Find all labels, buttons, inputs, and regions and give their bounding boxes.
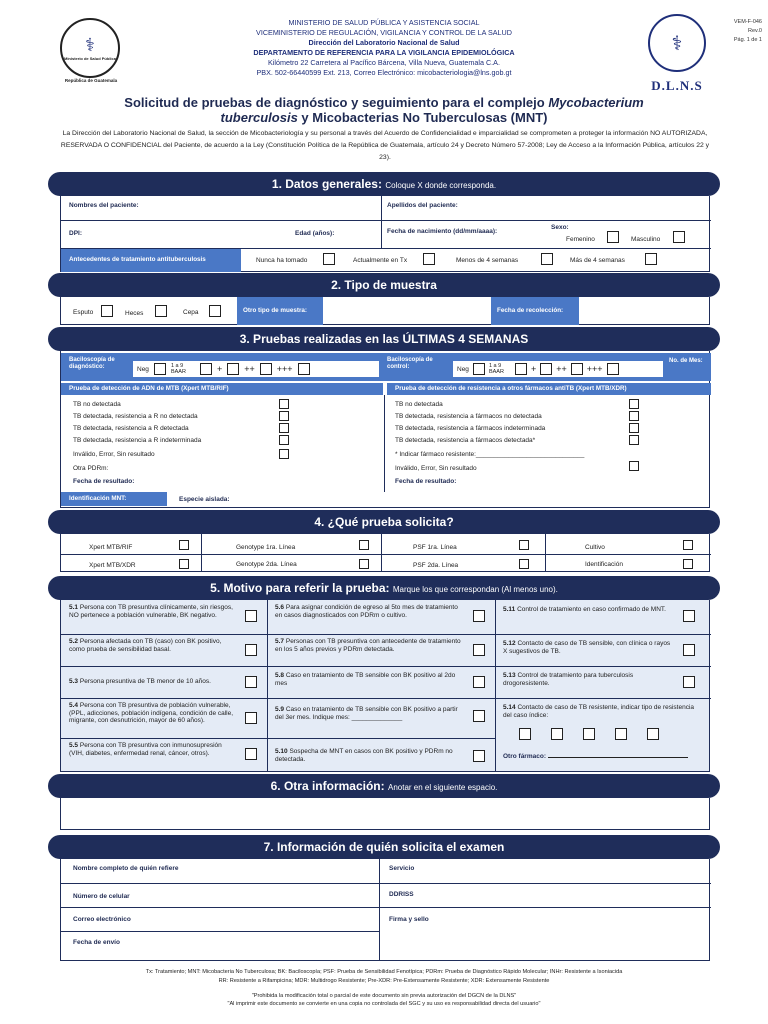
reason-text: Persona presuntiva de TB menor de 10 años. xyxy=(79,678,211,685)
adn-header: Prueba de detección de ADN de MTB (Xpert MTB/RIF) xyxy=(61,383,383,395)
header-line-4: DEPARTAMENTO DE REFERENCIA PARA LA VIGILANCIA EPIDEMIOLÓGICA xyxy=(253,48,515,57)
res-type-checkbox[interactable] xyxy=(551,728,563,740)
identification-label: Identificación xyxy=(585,561,623,568)
section-6-header xyxy=(48,774,720,798)
adn-result-date: Fecha de resultado: xyxy=(73,478,135,485)
xpert-rif-checkbox[interactable] xyxy=(179,540,189,550)
adn-item: TB no detectada xyxy=(73,401,121,408)
section-4-body xyxy=(60,534,710,572)
reason-5-14 xyxy=(503,704,698,719)
resistance-list xyxy=(395,399,584,488)
section-2-header: 2. Tipo de muestra xyxy=(48,273,720,297)
more4-label: Más de 4 semanas xyxy=(570,257,625,264)
genotype-2-label: Genotype 2da. Línea xyxy=(236,561,297,568)
caduceus-icon: ⚕ xyxy=(85,35,95,55)
res-checkbox[interactable] xyxy=(629,435,639,445)
adn-list xyxy=(73,399,201,488)
collection-date-input[interactable] xyxy=(579,301,707,321)
res-type-checkbox[interactable] xyxy=(519,728,531,740)
adn-checkbox[interactable] xyxy=(279,435,289,445)
section-7-body xyxy=(60,859,710,961)
seal-text: Ministerio de Salud Pública xyxy=(63,56,116,61)
reason-text: Persona con TB presuntiva con inmunosupresión (VIH, diabetes, enfermedad renal, cáncer, otros). xyxy=(69,742,222,757)
reason-5-2-checkbox[interactable] xyxy=(245,644,257,656)
res-item: TB no detectada xyxy=(395,401,443,408)
male-label: Masculino xyxy=(631,236,661,243)
never-checkbox[interactable] xyxy=(323,253,335,265)
patient-names-field[interactable]: Nombres del paciente: xyxy=(69,202,139,209)
reason-number: 5.6 xyxy=(275,604,285,611)
res-type-checkbox[interactable] xyxy=(647,728,659,740)
res-type-checkbox[interactable] xyxy=(615,728,627,740)
treatment-history-label: Antecedentes de tratamiento antituberculosis xyxy=(61,248,241,272)
abbreviations xyxy=(40,968,728,986)
ctrl-1to9-checkbox[interactable] xyxy=(515,363,527,375)
feces-checkbox[interactable] xyxy=(155,305,167,317)
header-line-3: Dirección del Laboratorio Nacional de Salud xyxy=(308,38,460,47)
reason-text: Caso en tratamiento de TB sensible con BK positivo a partir del 3er mes. Indique mes: ______________ xyxy=(275,706,458,721)
reason-5-12 xyxy=(503,640,675,655)
adn-checkbox[interactable] xyxy=(279,449,289,459)
doc-code: VEM-F-046 xyxy=(733,19,762,25)
smear-ctrl-label: Baciloscopía de control: xyxy=(387,357,433,370)
section-1-body xyxy=(60,196,710,272)
reason-5-6 xyxy=(275,604,465,619)
current-tx-label: Actualmente en Tx xyxy=(353,257,408,264)
res-checkbox[interactable] xyxy=(629,461,639,471)
genotype-2-checkbox[interactable] xyxy=(359,559,369,569)
res-item: TB detectada, resistencia a fármacos indeterminada xyxy=(395,425,546,432)
current-tx-checkbox[interactable] xyxy=(423,253,435,265)
ctrl-plus3-checkbox[interactable] xyxy=(607,363,619,375)
adn-item: TB detectada, resistencia a R detectada xyxy=(73,425,189,432)
plus2-label: ++ xyxy=(244,364,255,374)
reason-number: 5.14 xyxy=(503,704,516,711)
reason-5-4-checkbox[interactable] xyxy=(245,712,257,724)
confidentiality-notice: La Dirección del Laboratorio Nacional de Salud, la sección de Micobacteriología y su personal a través del Acuerdo de Confidencialidad e imparcialidad se comprometen a proteger la información NO AUTORIZADA, RESERVADA O CONFIDENCIAL del Paciente, de acuerdo a la Ley (Constitución Política de la República de Guatemala, artículo 24 y Decreto Número 57-2008; Ley de Acceso a la Información Pública, artículos 22 y 23). xyxy=(60,130,710,161)
service-field[interactable]: Servicio xyxy=(389,865,415,872)
reason-text: Persona con TB presuntiva clínicamente, sin riesgos, NO pertenece a población vulnerable, BK negativo. xyxy=(69,604,233,619)
reason-5-11 xyxy=(503,606,673,614)
reason-5-3-checkbox[interactable] xyxy=(245,676,257,688)
reason-5-8 xyxy=(275,672,465,687)
title-italic-2: tuberculosis xyxy=(220,110,298,125)
ctrl-neg-checkbox[interactable] xyxy=(473,363,485,375)
reason-number: 5.2 xyxy=(69,638,79,645)
psf-1-checkbox[interactable] xyxy=(519,540,529,550)
mnt-id-label: Identificación MNT: xyxy=(61,492,167,506)
section-5-body xyxy=(60,600,710,772)
feces-label: Heces xyxy=(125,310,144,317)
res-type-checkbox[interactable] xyxy=(583,728,595,740)
sputum-label: Esputo xyxy=(73,309,94,316)
other-sample-input[interactable] xyxy=(323,301,491,321)
reason-text: Control de tratamiento para tuberculosis drogoresistente. xyxy=(503,672,634,687)
never-label: Nunca ha tomado xyxy=(256,257,308,264)
res-checkboxes xyxy=(629,399,639,471)
reason-number: 5.4 xyxy=(69,702,79,709)
title-italic: Mycobacterium xyxy=(548,95,644,110)
reason-5-11-checkbox[interactable] xyxy=(683,610,695,622)
section-4-header: 4. ¿Qué prueba solicita? xyxy=(48,510,720,534)
page-title xyxy=(100,95,668,125)
female-label: Femenino xyxy=(566,236,595,243)
other-sample-label: Otro tipo de muestra: xyxy=(237,297,323,325)
xpert-rif-label: Xpert MTB/RIF xyxy=(89,544,133,551)
header-line-2: VICEMINISTERIO DE REGULACIÓN, VIGILANCIA Y CONTROL DE LA SALUD xyxy=(256,28,512,37)
reason-number: 5.10 xyxy=(275,748,288,755)
reason-text: Sospecha de MNT en casos con BK positivo y PDRm no detectada. xyxy=(275,748,453,763)
reason-5-9 xyxy=(275,706,465,721)
birthdate-field[interactable]: Fecha de nacimiento (dd/mm/aaaa): xyxy=(387,228,498,235)
reason-5-8-checkbox[interactable] xyxy=(473,676,485,688)
plus3-label: +++ xyxy=(276,364,293,374)
other-info-textarea[interactable] xyxy=(60,798,710,830)
reason-5-2 xyxy=(69,638,234,653)
patient-surnames-field[interactable]: Apellidos del paciente: xyxy=(387,202,458,209)
doc-code-block xyxy=(712,18,762,45)
header-line-5: Kilómetro 22 Carretera al Pacífico Bárcena, Villa Nueva, Guatemala C.A. xyxy=(268,58,500,67)
reason-5-9-checkbox[interactable] xyxy=(473,710,485,722)
sex-label: Sexo: xyxy=(551,224,569,231)
adn-item: TB detectada, resistencia a R indeterminada xyxy=(73,437,202,444)
dlns-logo-text: D.L.N.S xyxy=(651,78,703,93)
section-7-header: 7. Información de quién solicita el examen xyxy=(48,835,720,859)
plus1-label: + xyxy=(530,364,537,374)
send-date-field[interactable]: Fecha de envío xyxy=(73,939,120,946)
culture-label: Cultivo xyxy=(585,544,605,551)
reason-number: 5.3 xyxy=(69,678,79,685)
reason-5-5-checkbox[interactable] xyxy=(245,748,257,760)
reason-text: Contacto de caso de TB resistente, indicar tipo de resistencia del caso índice: xyxy=(503,704,695,719)
title-part: Solicitud de pruebas de diagnóstico y seguimiento para el complejo xyxy=(124,95,549,110)
reason-text: Persona con TB presuntiva de población vulnerable, (PPL, adicciones, población indígena, condición de calle, migrante, con desnutrición, mayor de 60 años). xyxy=(69,702,234,724)
dx-plus2-checkbox[interactable] xyxy=(260,363,272,375)
adn-checkbox[interactable] xyxy=(279,399,289,409)
reason-number: 5.5 xyxy=(69,742,79,749)
xpert-xdr-label: Xpert MTB/XDR xyxy=(89,562,136,569)
res-item: Inválido, Error, Sin resultado xyxy=(395,465,477,472)
footer-note-2: "Al imprimir este documento se convierte en una copia no controlada del SGC y su uso es responsabilidad directa del usuario" xyxy=(227,1001,541,1007)
age-field[interactable]: Edad (años): xyxy=(295,230,335,237)
smear-dx-options xyxy=(133,361,379,377)
section-title: 5. Motivo para referir la prueba: xyxy=(210,581,390,595)
reason-number: 5.12 xyxy=(503,640,516,647)
culture-checkbox[interactable] xyxy=(683,540,693,550)
reason-5-13-checkbox[interactable] xyxy=(683,676,695,688)
abbreviations-line-1: Tx: Tratamiento; MNT: Micobacteria No Tuberculosa; BK: Baciloscopía; PSF: Prueba de Sensibilidad Fenotípica; PDRm: Prueba de Diagnóstico Rápido Molecular; INHr: Resistente a Isoniacida xyxy=(145,969,623,975)
reason-text: Personas con TB presuntiva con antecedente de tratamiento en los 5 años previos y PDRm detectada. xyxy=(275,638,461,653)
identification-checkbox[interactable] xyxy=(683,559,693,569)
dpi-field[interactable]: DPI: xyxy=(69,230,82,237)
more4-checkbox[interactable] xyxy=(645,253,657,265)
collection-date-label: Fecha de recolección: xyxy=(491,297,579,325)
footer-notes xyxy=(40,992,728,1008)
dx-plus1-checkbox[interactable] xyxy=(227,363,239,375)
section-3-header: 3. Pruebas realizadas en las ÚLTIMAS 4 SEMANAS xyxy=(48,327,720,351)
section-note: Marque los que correspondan (Al menos uno). xyxy=(392,585,558,594)
reason-number: 5.7 xyxy=(275,638,285,645)
res-item: TB detectada, resistencia a fármacos no detectada xyxy=(395,413,542,420)
strain-checkbox[interactable] xyxy=(209,305,221,317)
ddriss-field[interactable]: DDRISS xyxy=(389,891,414,898)
resistance-type-checkboxes xyxy=(519,728,659,740)
male-checkbox[interactable] xyxy=(673,231,685,243)
reason-5-7-checkbox[interactable] xyxy=(473,644,485,656)
section-note: Anotar en el siguiente espacio. xyxy=(387,783,498,792)
reason-number: 5.13 xyxy=(503,672,516,679)
plus1-label: + xyxy=(216,364,223,374)
reason-5-7 xyxy=(275,638,465,653)
seal-subtext: República de Guatemala xyxy=(64,78,118,83)
neg-label: Neg xyxy=(137,365,149,373)
abbreviations-line-2: RR: Resistente a Rifampicina; MDR: Multidrogo Resistente; Pre-XDR: Pre-Extensamente Resistente; XDR: Extensamente Resistente xyxy=(218,978,550,984)
adn-checkboxes xyxy=(279,399,289,459)
reason-5-10 xyxy=(275,748,470,763)
ctrl-plus2-checkbox[interactable] xyxy=(571,363,583,375)
reason-number: 5.8 xyxy=(275,672,285,679)
section-note: Coloque X donde corresponda. xyxy=(385,181,497,190)
reason-number: 5.11 xyxy=(503,606,516,613)
mobile-field[interactable]: Número de celular xyxy=(73,893,130,900)
section-2-body xyxy=(60,297,710,325)
reason-5-1 xyxy=(69,604,234,619)
footer-note-1: "Prohibida la modificación total o parcial de este documento sin previa autorización del DGCN de la DLNS" xyxy=(251,993,517,999)
caduceus-icon: ⚕ xyxy=(671,32,683,55)
section-1-header xyxy=(48,172,720,196)
res-checkbox[interactable] xyxy=(629,423,639,433)
signature-field[interactable]: Firma y sello xyxy=(389,916,429,923)
dx-neg-checkbox[interactable] xyxy=(154,363,166,375)
referrer-name-field[interactable]: Nombre completo de quién refiere xyxy=(73,865,179,872)
xpert-xdr-checkbox[interactable] xyxy=(179,559,189,569)
reason-number: 5.1 xyxy=(69,604,79,611)
reason-5-1-checkbox[interactable] xyxy=(245,610,257,622)
reason-5-12-checkbox[interactable] xyxy=(683,644,695,656)
dlns-seal-logo xyxy=(648,14,706,72)
reason-text: Contacto de caso de TB sensible, con clínica o rayos X sugestivos de TB. xyxy=(503,640,671,655)
psf-2-checkbox[interactable] xyxy=(519,559,529,569)
reason-text: Para asignar condición de egreso al 5to mes de tratamiento en casos diagnosticados con PDRm o cultivo. xyxy=(275,604,458,619)
email-field[interactable]: Correo electrónico xyxy=(73,916,131,923)
reason-number: 5.9 xyxy=(275,706,285,713)
other-drug-label: Otro fármaco: xyxy=(503,753,546,760)
reason-5-6-checkbox[interactable] xyxy=(473,610,485,622)
psf-2-label: PSF 2da. Línea xyxy=(413,562,459,569)
adn-item: Inválido, Error, Sin resultado xyxy=(73,451,155,458)
section-title: 6. Otra información: xyxy=(270,779,385,793)
month-label: No. de Mes: xyxy=(669,358,703,364)
dx-1to9-checkbox[interactable] xyxy=(200,363,212,375)
smear-dx-label: Baciloscopía de diagnóstico: xyxy=(69,357,115,370)
adn-checkbox[interactable] xyxy=(279,423,289,433)
doc-rev: Rev.0 xyxy=(748,28,762,34)
plus3-label: +++ xyxy=(586,364,603,374)
res-checkbox[interactable] xyxy=(629,399,639,409)
res-checkbox[interactable] xyxy=(629,411,639,421)
section-title: 1. Datos generales: xyxy=(271,177,382,191)
dx-plus3-checkbox[interactable] xyxy=(298,363,310,375)
reason-5-5 xyxy=(69,742,234,757)
adn-item: TB detectada, resistencia a R no detectada xyxy=(73,413,198,420)
reason-5-3 xyxy=(69,678,244,685)
less4-label: Menos de 4 semanas xyxy=(456,257,519,264)
1to9-label: 1 a 9 BAAR xyxy=(170,363,186,375)
species-field[interactable]: Especie aislada: xyxy=(179,496,230,503)
psf-1-label: PSF 1ra. Línea xyxy=(413,544,457,551)
1to9-label: 1 a 9 BAAR xyxy=(488,363,504,375)
adn-other-pdrm: Otra PDRm: xyxy=(73,465,109,472)
neg-label: Neg xyxy=(457,365,469,373)
doc-page: Pág. 1 de 1 xyxy=(733,37,762,43)
sputum-checkbox[interactable] xyxy=(101,305,113,317)
genotype-1-label: Genotype 1ra. Línea xyxy=(236,544,296,551)
title-part-2: y Micobacterias No Tuberculosas (MNT) xyxy=(297,110,548,125)
header-line-6: PBX. 502-66440599 Ext. 213, Correo Electrónico: micobacteriologia@lns.gob.gt xyxy=(256,68,512,77)
res-result-date: Fecha de resultado: xyxy=(395,478,457,485)
adn-checkbox[interactable] xyxy=(279,411,289,421)
reason-5-4 xyxy=(69,702,234,725)
res-drug-field[interactable]: * Indicar fármaco resistente:______________________________ xyxy=(395,451,585,458)
female-checkbox[interactable] xyxy=(607,231,619,243)
ctrl-plus1-checkbox[interactable] xyxy=(540,363,552,375)
reason-text: Caso en tratamiento de TB sensible con BK positivo al 2do mes xyxy=(275,672,456,687)
genotype-1-checkbox[interactable] xyxy=(359,540,369,550)
reason-5-13 xyxy=(503,672,673,687)
res-item: TB detectada, resistencia a fármacos detectada* xyxy=(395,437,536,444)
reason-text: Control de tratamiento en caso confirmado de MNT. xyxy=(517,606,666,613)
reason-text: Persona afectada con TB (caso) con BK positivo, como prueba de sensibilidad basal. xyxy=(69,638,222,653)
header-line-1: MINISTERIO DE SALUD PÚBLICA Y ASISTENCIA SOCIAL xyxy=(288,18,480,27)
plus2-label: ++ xyxy=(556,364,567,374)
strain-label: Cepa xyxy=(183,309,199,316)
less4-checkbox[interactable] xyxy=(541,253,553,265)
section-3-body xyxy=(60,351,710,508)
other-drug-field[interactable] xyxy=(503,753,688,760)
smear-ctrl-options xyxy=(453,361,663,377)
reason-5-10-checkbox[interactable] xyxy=(473,750,485,762)
resistance-header: Prueba de detección de resistencia a otros fármacos antiTB (Xpert MTB/XDR) xyxy=(387,383,711,395)
section-5-header xyxy=(48,576,720,600)
